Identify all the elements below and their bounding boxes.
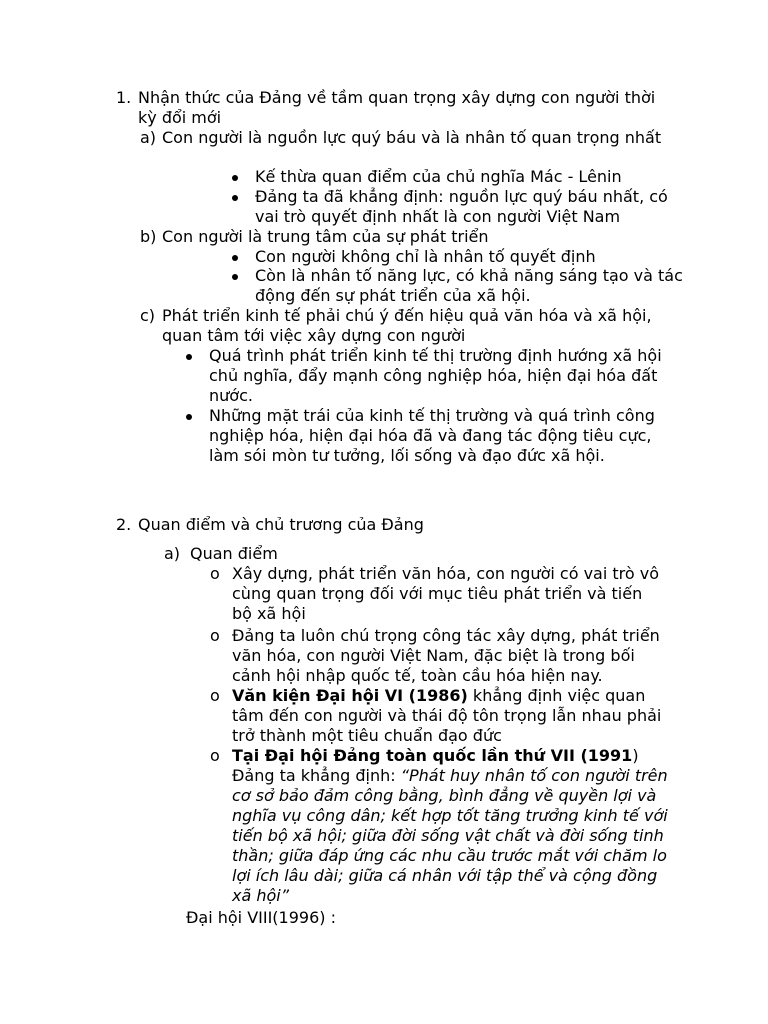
bullet-icon [186,354,192,360]
bullet-text: Con người không chỉ là nhân tố quyết định [255,247,596,266]
subsection-text: Con người là nguồn lực quý báu và là nhân tố quan trọng nhất [162,128,662,147]
subsection-c [140,306,652,346]
congress-vii-intro: Đảng ta khẳng định: [232,766,401,785]
subsection-b [140,227,662,247]
bullet-text [232,746,672,906]
circle-bullet-icon: o [210,626,220,645]
circle-bullet-item [210,564,662,624]
congress-vi-reference: Văn kiện Đại hội VI (1986) [232,686,468,705]
bullet-text: Đảng ta luôn chú trọng công tác xây dựng, phát triển văn hóa, con người Việt Nam, đặc biệt là trong bối cảnh hội nhập quốc tế, toàn cầu hóa hiện nay. [232,626,660,685]
bullet-item [186,346,669,406]
subsection-text: Quan điểm [190,544,278,563]
circle-bullet-item [210,686,672,746]
bullet-text: Còn là nhân tố năng lực, có khả năng sáng tạo và tác động đến sự phát triển của xã hội. [255,266,683,305]
subsection-marker: b) [140,227,157,246]
bullet-text: Xây dựng, phát triển văn hóa, con người có vai trò vô cùng quan trọng đối với mục tiêu phát triển và tiến bộ xã hội [232,564,659,623]
bullet-icon [232,255,238,261]
section-title: Quan điểm và chủ trương của Đảng [138,515,424,534]
close-paren: ) [632,746,639,765]
bullet-item [232,187,685,227]
circle-bullet-item [210,746,672,906]
bullet-text: Đảng ta đã khẳng định: nguồn lực quý báu nhất, có vai trò quyết định nhất là con người Việt Nam [255,187,668,226]
section-2-heading [116,515,638,535]
bullet-icon [232,274,238,280]
subsection-marker: c) [140,306,156,325]
bullet-item [232,247,685,267]
circle-bullet-icon: o [210,564,220,583]
bullet-text [232,686,672,746]
section-1-heading [116,88,658,128]
subsection-marker: a) [164,544,181,563]
bullet-icon [186,414,192,420]
bullet-item [232,167,685,187]
bullet-text: Quá trình phát triển kinh tế thị trường định hướng xã hội chủ nghĩa, đẩy mạnh công nghiệp hóa, hiện đại hóa đất nước. [209,346,662,405]
bullet-icon [232,175,238,181]
bullet-item [232,266,695,306]
congress-viii-heading: Đại hội VIII(1996) : [186,908,336,927]
circle-bullet-icon: o [210,746,220,765]
circle-bullet-item [210,626,662,686]
congress-vi-statement: khẳng định việc quan tâm đến con người và thái độ tôn trọng lẫn nhau phải trở thành một tiêu chuẩn đạo đức [232,686,662,745]
subsection-text: Phát triển kinh tế phải chú ý đến hiệu quả văn hóa và xã hội, quan tâm tới việc xây dựng con người [162,306,652,345]
subsection-text: Con người là trung tâm của sự phát triển [162,227,489,246]
section-number: 1. [116,88,132,107]
subsection-a [140,128,662,148]
bullet-item [186,406,679,466]
congress-vii-reference: Tại Đại hội Đảng toàn quốc lần thứ VII (1991 [232,746,633,765]
subsection-a [164,544,490,564]
bullet-text: Những mặt trái của kinh tế thị trường và quá trình công nghiệp hóa, hiện đại hóa đã và đang tác động tiêu cực, làm sói mòn tư tưởng, lối sống và đạo đức xã hội. [209,406,655,465]
section-title: Nhận thức của Đảng về tầm quan trọng xây dựng con người thời kỳ đổi mới [138,88,656,127]
bullet-text: Kế thừa quan điểm của chủ nghĩa Mác - Lênin [255,167,622,186]
subsection-marker: a) [140,128,157,147]
bullet-icon [232,195,238,201]
circle-bullet-icon: o [210,686,220,705]
congress-vii-quote: “Phát huy nhân tố con người trên cơ sở bảo đảm công bằng, bình đẳng về quyền lợi và nghĩa vụ công dân; kết hợp tốt tăng trưởng kinh tế với tiến bộ xã hội; giữa đời sống vật chất và đời sống tinh thần; giữa đáp ứng các nhu cầu trước mắt với chăm lo lợi ích lâu dài; giữa cá nhân với tập thể và cộng đồng xã hội” [232,766,668,905]
section-number: 2. [116,515,132,534]
trailing-line [186,908,486,928]
